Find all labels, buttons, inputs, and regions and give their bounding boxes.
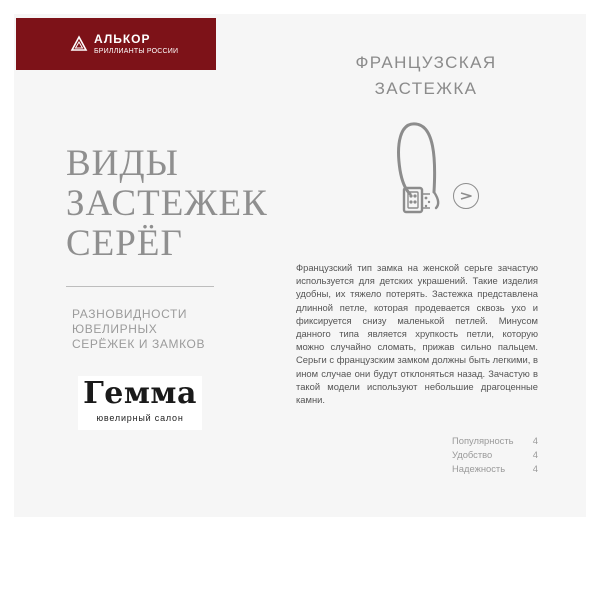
rating-row (452, 434, 538, 448)
clasp-title-line: ФРАНЦУЗСКАЯ (355, 53, 497, 72)
clasp-title-line: ЗАСТЕЖКА (374, 79, 478, 98)
page-subtitle (72, 307, 205, 352)
rating-label: Удобство (452, 449, 493, 460)
page-title (66, 144, 266, 264)
gemma-logo-subtitle: ювелирный салон (96, 413, 184, 423)
french-clasp-earring-icon (390, 118, 454, 222)
title-divider (66, 286, 214, 287)
rating-row (452, 448, 538, 462)
rating-value: 4 (532, 463, 538, 474)
chevron-right-icon (459, 191, 473, 201)
rating-row (452, 462, 538, 476)
alkor-brand-logo (16, 18, 216, 70)
subtitle-line: РАЗНОВИДНОСТИ (72, 307, 188, 321)
gemma-salon-logo (78, 376, 202, 430)
rating-value: 4 (532, 435, 538, 446)
page-title-line: ВИДЫ (66, 143, 179, 184)
clasp-type-title (300, 50, 552, 102)
ratings-list (452, 434, 538, 476)
rating-value: 4 (532, 449, 538, 460)
clasp-description: Французский тип замка на женской серьге зачастую используется для детских украшений. Такие изделия удобны, их тяжело потерять. Застежка представлена длинной петле, которая продевается сквозь ухо и фиксируется снизу маленькой петлей. Минусом данного типа является хрупкость петли, которую можно случайно сломать, прижав сильно пальцем. Серьги с французским замком должны быть легкими, в ином случае они будут отклоняться назад. Зачастую в такой модели используют небольшие драгоценные камни. (296, 262, 538, 406)
rating-label: Популярность (452, 435, 514, 446)
next-clasp-button[interactable] (453, 183, 479, 209)
subtitle-line: СЕРЁЖЕК И ЗАМКОВ (72, 337, 206, 351)
brand-name: АЛЬКОР (94, 32, 151, 46)
rating-label: Надежность (452, 463, 506, 474)
subtitle-line: ЮВЕЛИРНЫХ (72, 322, 158, 336)
page-title-line: СЕРЁГ (66, 223, 183, 264)
page-title-line: ЗАСТЕЖЕК (66, 183, 268, 224)
brand-tagline: БРИЛЛИАНТЫ РОССИИ (94, 48, 179, 55)
gemma-logo-title: Гемма (83, 376, 197, 411)
diamond-icon (70, 35, 88, 53)
